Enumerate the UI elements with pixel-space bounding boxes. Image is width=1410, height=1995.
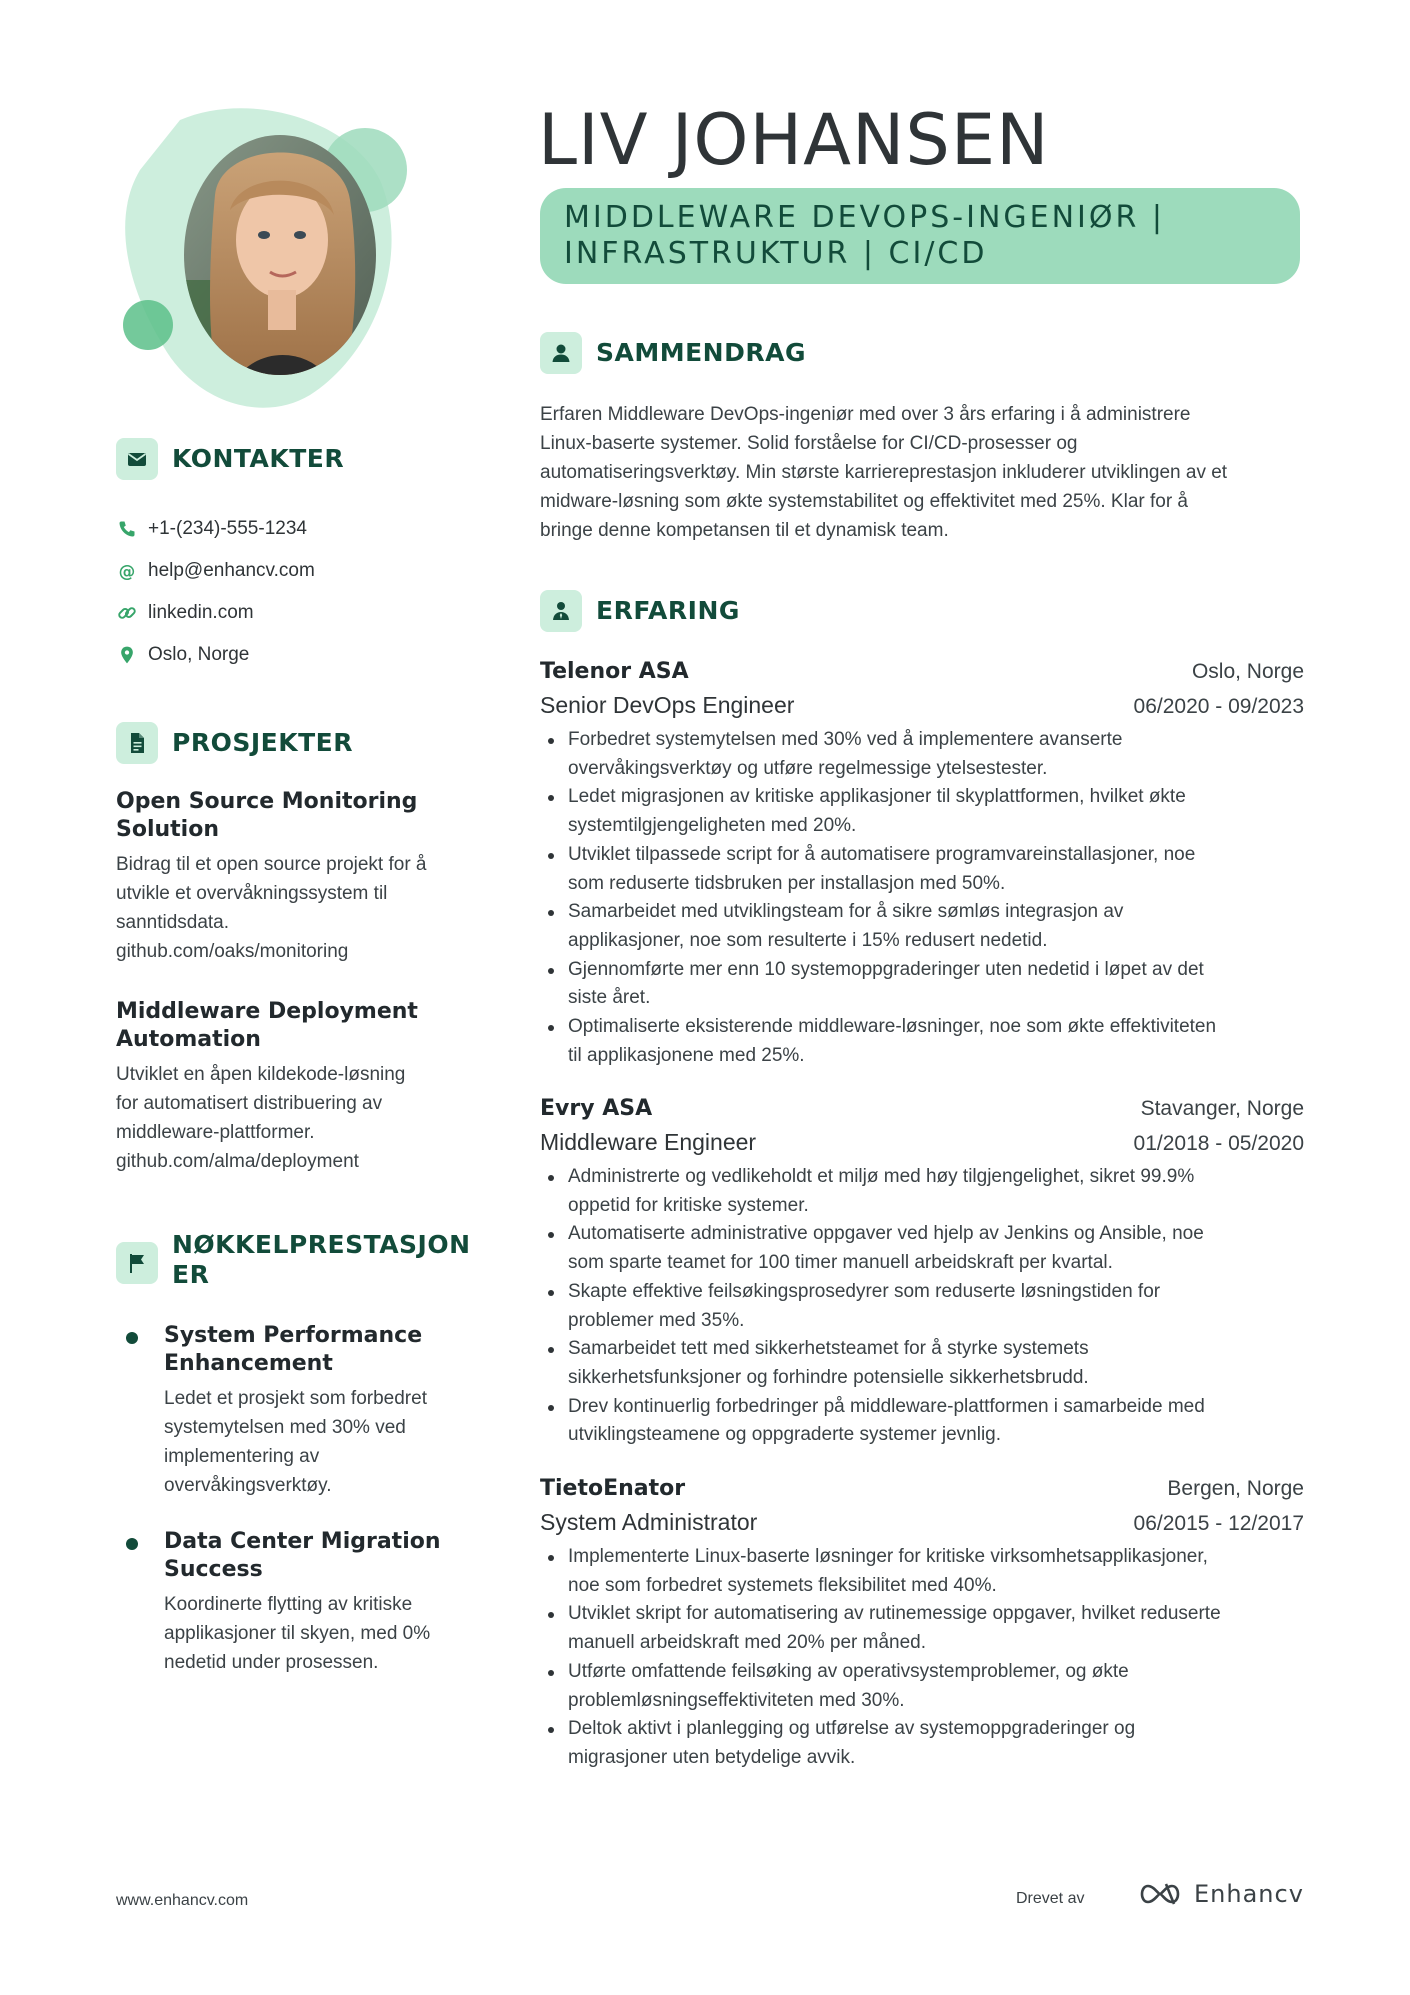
achievement-item (116, 1528, 476, 1677)
job-title-banner (540, 188, 1300, 284)
footer-website-link[interactable]: www.enhancv.com (116, 1892, 249, 1909)
section-header-contacts (116, 438, 344, 480)
job-dates: 06/2020 - 09/2023 (1133, 695, 1304, 718)
job-bullets (540, 726, 1304, 1070)
document-icon (116, 722, 158, 764)
contact-phone-text: +1-(234)-555-1234 (148, 518, 307, 539)
contact-location-text: Oslo, Norge (148, 644, 250, 665)
achievement-description: Koordinerte flytting av kritiske applikasjoner til skyen, med 0% nedetid under prosessen. (164, 1594, 431, 1673)
contact-email[interactable] (116, 550, 456, 592)
svg-text:@: @ (118, 561, 136, 581)
section-title-contacts: KONTAKTER (172, 444, 345, 473)
job-location: Stavanger, Norge (1140, 1097, 1304, 1120)
project-item (116, 998, 476, 1176)
job-title-line-1: MIDDLEWARE DEVOPS-INGENIØR | (564, 200, 1165, 235)
section-title-experience: ERFARING (596, 596, 740, 625)
contact-linkedin-text: linkedin.com (148, 602, 254, 623)
job-bullet: Forbedret systemytelsen med 30% ved å implementere avanserte overvåkingsverktøy og utføre regelmessige ytelsestester. (540, 726, 1304, 783)
project-item (116, 788, 476, 966)
job-dates: 06/2015 - 12/2017 (1133, 1512, 1304, 1535)
achievement-item (116, 1322, 476, 1500)
bullet-dot (126, 1332, 138, 1344)
section-title-projects: PROSJEKTER (172, 728, 353, 757)
job-location: Oslo, Norge (1191, 660, 1304, 683)
job-bullet: Drev kontinuerlig forbedringer på middleware-plattformen i samarbeide med utviklingsteamene og oppgraderte systemer jevnlig. (540, 1393, 1304, 1450)
job-role: Senior DevOps Engineer (540, 692, 795, 718)
project-link[interactable]: github.com/alma/deployment (116, 1151, 359, 1172)
job-bullet: Utførte omfattende feilsøking av operativsystemproblemer, og økte problemløsningseffektiviteten med 30%. (540, 1658, 1304, 1715)
company-name: Telenor ASA (540, 659, 689, 684)
project-description: Utviklet en åpen kildekode-løsning for automatisert distribuering av middleware-plattformer. github.com/alma/deployment (116, 1060, 476, 1176)
company-name: TietoEnator (540, 1476, 686, 1501)
job-role: System Administrator (540, 1509, 758, 1535)
project-title: Open Source Monitoring Solution (116, 789, 418, 842)
enhancv-logo[interactable] (1136, 1880, 1304, 1908)
location-pin-icon (116, 644, 138, 666)
achievement-title: System Performance Enhancement (164, 1323, 423, 1376)
job-bullets (540, 1163, 1304, 1450)
job-bullet: Gjennomførte mer enn 10 systemoppgraderinger uten nedetid i løpet av det siste året. (540, 956, 1304, 1013)
project-title: Middleware Deployment Automation (116, 999, 418, 1052)
briefcase-user-icon (540, 590, 582, 632)
flag-icon (116, 1242, 158, 1284)
job-bullet: Utviklet tilpassede script for å automatisere programvareinstallasjoner, noe som reduserte tidsbruken per installasjon med 50%. (540, 841, 1304, 898)
candidate-name: LIV JOHANSEN (538, 99, 1050, 181)
company-name: Evry ASA (540, 1096, 653, 1121)
envelope-icon (116, 438, 158, 480)
link-icon (116, 602, 138, 624)
contact-phone[interactable] (116, 508, 456, 550)
job-bullet: Automatiserte administrative oppgaver ved hjelp av Jenkins og Ansible, noe som sparte teamet for 100 timer manuell arbeidskraft per kvartal. (540, 1220, 1304, 1277)
phone-icon (116, 518, 138, 540)
job-bullet: Samarbeidet tett med sikkerhetsteamet for å styrke systemets sikkerhetsfunksjoner og forhindre potensielle sikkerhetsbrudd. (540, 1335, 1304, 1392)
achievement-title: Data Center Migration Success (164, 1529, 441, 1582)
job-entry (540, 656, 1304, 1070)
section-header-summary (540, 332, 806, 374)
project-link[interactable]: github.com/oaks/monitoring (116, 941, 349, 962)
job-entry (540, 1093, 1304, 1450)
job-title-line-2: INFRASTRUKTUR | CI/CD (564, 236, 988, 271)
job-bullet: Ledet migrasjonen av kritiske applikasjoner til skyplattformen, hvilket økte systemtilgjengeligheten med 20%. (540, 783, 1304, 840)
contact-list (116, 508, 456, 676)
footer-powered-by: Drevet av (1016, 1890, 1085, 1907)
section-header-projects (116, 722, 353, 764)
user-icon (540, 332, 582, 374)
contact-email-text: help@enhancv.com (148, 560, 315, 581)
job-dates: 01/2018 - 05/2020 (1133, 1132, 1304, 1155)
summary-text: Erfaren Middleware DevOps-ingeniør med over 3 års erfaring i å administrere Linux-baserte systemer. Solid forståelse for CI/CD-prosesser og automatiseringsverktøy. Min største karriereprestasjon inkluderer utviklingen av et midware-løsning som økte systemstabilitet og effektivitet med 25%. Klar for å bringe denne kompetansen til et dynamisk team. (540, 404, 1228, 541)
contact-linkedin[interactable] (116, 592, 456, 634)
job-role: Middleware Engineer (540, 1129, 757, 1155)
job-entry (540, 1473, 1304, 1773)
project-description: Bidrag til et open source projekt for å utvikle et overvåkningssystem til sanntidsdata. github.com/oaks/monitoring (116, 850, 476, 966)
job-bullet: Deltok aktivt i planlegging og utførelse av systemoppgraderinger og migrasjoner uten betydelige avvik. (540, 1715, 1304, 1772)
bullet-dot (126, 1538, 138, 1550)
job-bullet: Optimaliserte eksisterende middleware-løsninger, noe som økte effektiviteten til applikasjonene med 25%. (540, 1013, 1304, 1070)
job-bullet: Samarbeidet med utviklingsteam for å sikre sømløs integrasjon av applikasjoner, noe som resulterte i 15% redusert nedetid. (540, 898, 1304, 955)
job-bullet: Utviklet skript for automatisering av rutinemessige oppgaver, hvilket reduserte manuell arbeidskraft med 20% per måned. (540, 1600, 1304, 1657)
section-header-experience (540, 590, 740, 632)
section-title-summary: SAMMENDRAG (596, 338, 806, 367)
job-bullets (540, 1543, 1304, 1773)
achievement-description: Ledet et prosjekt som forbedret systemytelsen med 30% ved implementering av overvåkingsverktøy. (164, 1388, 427, 1496)
job-bullet: Administrerte og vedlikeholdt et miljø med høy tilgjengelighet, sikret 99.9% oppetid for kritiske systemer. (540, 1163, 1304, 1220)
at-icon (116, 560, 138, 582)
profile-photo-graphic (110, 100, 430, 420)
section-title-achievements: NØKKELPRESTASJON ER (172, 1230, 471, 1289)
infinity-logo-icon (1136, 1880, 1184, 1908)
job-bullet: Skapte effektive feilsøkingsprosedyrer som reduserte løsningstiden for problemer med 35%. (540, 1278, 1304, 1335)
enhancv-logo-text: Enhancv (1194, 1880, 1304, 1908)
profile-photo (110, 100, 430, 420)
job-location: Bergen, Norge (1167, 1477, 1304, 1500)
section-header-achievements (116, 1230, 471, 1290)
job-bullet: Implementerte Linux-baserte løsninger for kritiske virksomhetsapplikasjoner, noe som forbedret systemets fleksibilitet med 40%. (540, 1543, 1304, 1600)
contact-location (116, 634, 456, 676)
